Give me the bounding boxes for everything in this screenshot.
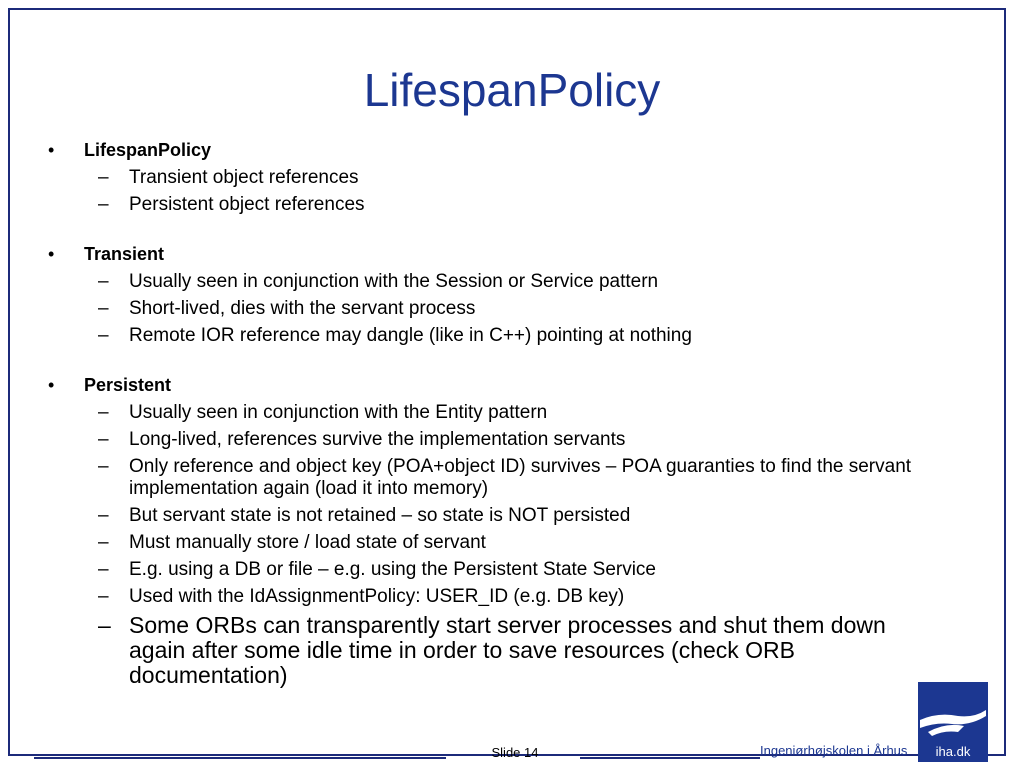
sub-bullet [98,271,924,293]
sub-bullet-text: Used with the IdAssignmentPolicy: USER_ID (e.g. DB key) [129,586,625,607]
sub-bullet [98,298,924,320]
dash-symbol: – [98,194,109,215]
slide-title: LifespanPolicy [363,64,661,116]
dash-symbol: – [98,325,109,346]
sub-bullet [98,559,924,581]
sub-bullet-text: Usually seen in conjunction with the Session or Service pattern [129,271,659,292]
slide-content [44,138,924,688]
sub-bullet-text: But servant state is not retained – so state is NOT persisted [129,505,631,526]
iha-logo-icon [918,682,988,762]
bullet-symbol: • [48,140,55,160]
sub-bullet-text: Long-lived, references survive the implementation servants [129,429,626,450]
bullet-heading: Transient [84,244,165,264]
dash-symbol: – [98,271,109,292]
sub-bullet [98,532,924,554]
sub-bullet-text: Must manually store / load state of servant [129,532,486,553]
sub-bullet [98,402,924,424]
dash-symbol: – [98,505,109,526]
bullet-symbol: • [48,375,55,395]
sub-bullet [98,505,924,527]
sub-bullet [98,586,924,608]
iha-logo [918,682,988,762]
sub-bullet-text: E.g. using a DB or file – e.g. using the Persistent State Service [129,559,656,580]
bullet-persistent [44,373,924,397]
dash-symbol: – [98,167,109,188]
bullet-symbol: • [48,244,55,264]
sub-bullet-text: Transient object references [129,167,359,188]
sub-bullet-text: Persistent object references [129,194,365,215]
sub-bullet-text: Remote IOR reference may dangle (like in C++) pointing at nothing [129,325,692,346]
bullet-heading: Persistent [84,375,172,395]
sub-bullet [98,613,924,688]
sub-bullet-text: Only reference and object key (POA+object ID) survives – POA guaranties to find the servant implementation again (load it into memory) [129,456,912,499]
school-name: Ingeniørhøjskolen i Århus [760,743,908,758]
sub-bullet [98,194,924,216]
dash-symbol: – [98,402,109,423]
bullet-heading: LifespanPolicy [84,140,212,160]
dash-symbol: – [98,456,109,477]
slide-number: Slide 14 [491,745,539,760]
footer-rule-left [34,757,446,759]
dash-symbol: – [98,559,109,580]
dash-symbol: – [98,429,109,450]
sub-bullet [98,456,924,500]
dash-symbol: – [98,298,109,319]
bullet-lifespanpolicy [44,138,924,162]
sub-bullet [98,167,924,189]
footer-rule-right [580,757,760,759]
dash-symbol: – [98,532,109,553]
sub-bullet [98,429,924,451]
dash-symbol: – [98,612,111,638]
sub-bullet-text: Usually seen in conjunction with the Entity pattern [129,402,548,423]
sub-bullet [98,325,924,347]
bullet-transient [44,242,924,266]
dash-symbol: – [98,586,109,607]
sub-bullet-text: Short-lived, dies with the servant process [129,298,476,319]
logo-text: iha.dk [935,744,971,759]
sub-bullet-text: Some ORBs can transparently start server processes and shut them down again after some idle time in order to save resources (check ORB documentation) [129,612,886,688]
